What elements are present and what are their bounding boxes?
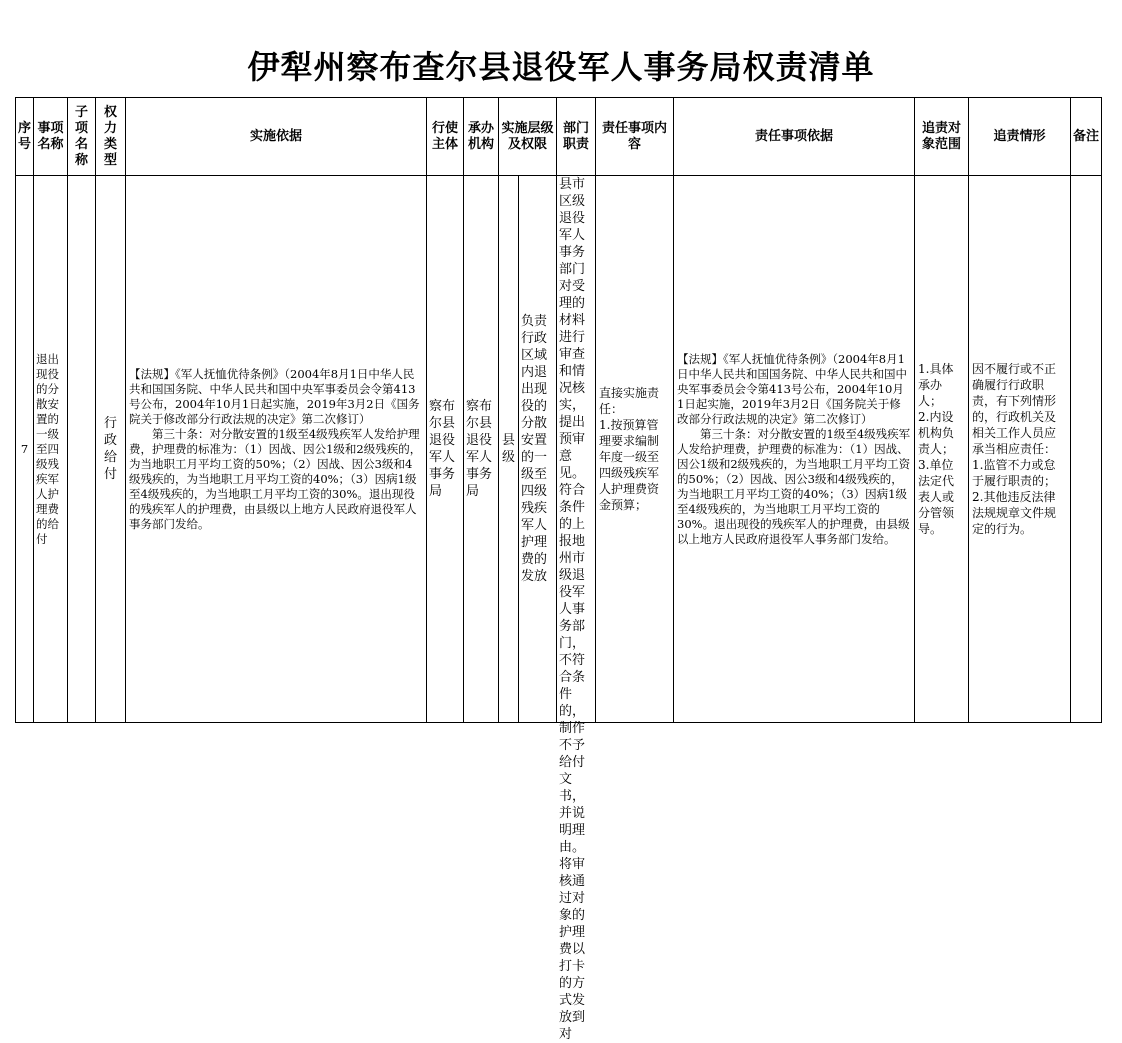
- header-remark: 备注: [1071, 98, 1102, 176]
- cell-remark: [1071, 176, 1102, 723]
- header-agency: 承办机构: [464, 98, 499, 176]
- cell-subject: 察布尔县退役军人事务局: [427, 176, 464, 723]
- document-title: 伊犁州察布查尔县退役军人事务局权责清单: [247, 48, 875, 86]
- cell-level-b: 负责行政区域内退出现役的分散安置的一级至四级残疾军人护理费的发放: [519, 176, 557, 723]
- cell-sub-item-name: [68, 176, 96, 723]
- cell-power-type: 行政给付: [96, 176, 126, 723]
- header-resp-basis: 责任事项依据: [674, 98, 915, 176]
- cell-dept-duty: 县市区级退役军人事务部门对受理的材料进行审查和情况核实，提出预审意见。符合条件的上报地州市级退役军人事务部门，不符合条件的，制作不予给付文书，并说明理由。将审核通过对象的护理费以打卡的方式发放到对: [557, 176, 596, 723]
- cell-agency: 察布尔县退役军人事务局: [464, 176, 499, 723]
- cell-situation: 因不履行或不正确履行行政职责，有下列情形的，行政机关及相关工作人员应承当相应责任： 1.监管不力或怠于履行职责的； 2.其他违反法律法规规章文件规定的行为。: [969, 176, 1071, 723]
- header-situation: 追责情形: [969, 98, 1071, 176]
- header-basis: 实施依据: [126, 98, 427, 176]
- header-dept-duty: 部门职责: [557, 98, 596, 176]
- cell-resp-content: 直接实施责任： 1.按预算管理要求编制年度一级至四级残疾军人护理费资金预算；: [596, 176, 674, 723]
- header-resp-content: 责任事项内容: [596, 98, 674, 176]
- header-sub-item-name: 子项名称: [68, 98, 96, 176]
- cell-item-name: 退出现役的分散安置的一级至四级残疾军人护理费的给付: [34, 176, 68, 723]
- cell-seq: 7: [16, 176, 34, 723]
- table-row: [16, 176, 1102, 723]
- cell-resp-basis: 【法规】《军人抚恤优待条例》（2004年8月1日中华人民共和国国务院、中华人民共和国中央军事委员会令第413号公布，2004年10月1日起实施，2019年3月2日《国务院关于修改部分行政法规的决定》第二次修订） 第三十条：对分散安置的1级至4级残疾军人发给护理费，护理费的标准为：（1）因战、因公1级和2级残疾的，为当地职工月平均工资的50%；（2）因战、因公3级和4级残疾的，为当地职工月平均工资的40%；（3）因病1级至4级残疾的，为当地职工月平均工资的30%。退出现役的残疾军人的护理费，由县级以上地方人民政府退役军人事务部门发给。: [674, 176, 915, 723]
- header-row: [16, 98, 1102, 176]
- header-item-name: 事项名称: [34, 98, 68, 176]
- header-power-type: 权力类型: [96, 98, 126, 176]
- cell-scope: 1.具体承办人； 2.内设机构负责人； 3.单位法定代表人或分管领导。: [915, 176, 969, 723]
- responsibility-table: [15, 97, 1102, 1042]
- header-subject: 行使主体: [427, 98, 464, 176]
- cell-basis: 【法规】《军人抚恤优待条例》（2004年8月1日中华人民共和国国务院、中华人民共和国中央军事委员会令第413号公布，2004年10月1日起实施，2019年3月2日《国务院关于修改部分行政法规的决定》第二次修订） 第三十条：对分散安置的1级至4级残疾军人发给护理费，护理费的标准为：（1）因战、因公1级和2级残疾的，为当地职工月平均工资的50%；（2）因战、因公3级和4级残疾的，为当地职工月平均工资的40%；（3）因病1级至4级残疾的，为当地职工月平均工资的30%。退出现役的残疾军人的护理费，由县级以上地方人民政府退役军人事务部门发给。: [126, 176, 427, 723]
- header-scope: 追责对象范围: [915, 98, 969, 176]
- cell-level-a: 县级: [499, 176, 519, 723]
- header-level: 实施层级及权限: [499, 98, 557, 176]
- header-seq: 序号: [16, 98, 34, 176]
